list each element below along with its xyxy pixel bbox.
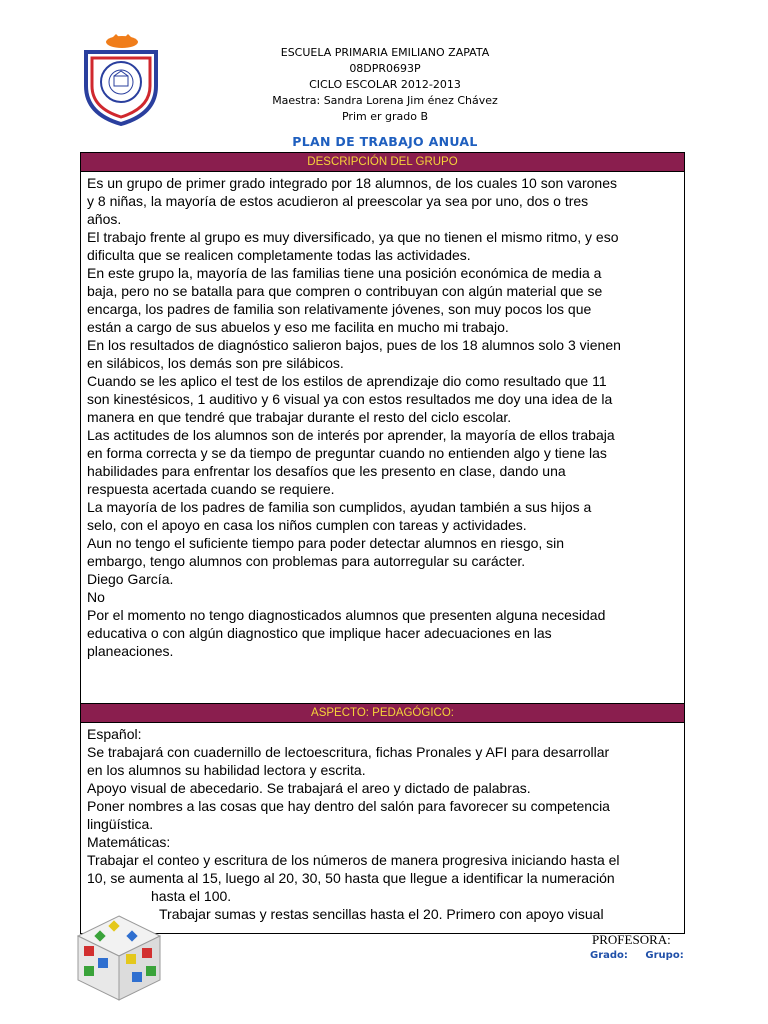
ped-line: lingüística. <box>87 816 154 832</box>
desc-line: El trabajo frente al grupo es muy diversificado, ya que no tienen el mismo ritmo, y eso <box>87 229 619 245</box>
ped-line: Matemáticas: <box>87 834 171 850</box>
desc-line: respuesta acertada cuando se requiere. <box>87 481 335 497</box>
desc-line: encarga, los padres de familia son relativamente jóvenes, son muy pocos los que <box>87 301 592 317</box>
desc-line: educativa o con algún diagnostico que implique hacer adecuaciones en las <box>87 625 552 641</box>
desc-line: baja, pero no se batalla para que compren o contribuyan con algún material que se <box>87 283 603 299</box>
ped-line: en los alumnos su habilidad lectora y escrita. <box>87 762 366 778</box>
desc-line: En este grupo la, mayoría de las familias tiene una posición económica de media a <box>87 265 602 281</box>
desc-line: Diego García. <box>87 571 174 587</box>
school-shield-logo-icon <box>80 34 162 126</box>
grado-grupo-labels <box>590 950 698 961</box>
desc-line: embargo, tengo alumnos con problemas para autorregular su carácter. <box>87 553 526 569</box>
ped-line: hasta el 100. <box>151 888 232 904</box>
desc-line: Es un grupo de primer grado integrado por 18 alumnos, de los cuales 10 son varones <box>87 175 617 191</box>
activity-cube-icon <box>72 910 167 1005</box>
grupo-label: Grupo: <box>645 950 684 961</box>
desc-line: Aun no tengo el suficiente tiempo para poder detectar alumnos en riesgo, sin <box>87 535 565 551</box>
profesora-label: PROFESORA: <box>592 932 671 947</box>
plan-table <box>80 152 685 934</box>
section-header-pedagogico: ASPECTO: PEDAGÓGICO: <box>81 704 684 723</box>
section-body-descripcion <box>81 172 684 704</box>
desc-line: años. <box>87 211 122 227</box>
desc-line: están a cargo de sus abuelos y eso me facilita en mucho mi trabajo. <box>87 319 509 335</box>
ped-line: Apoyo visual de abecedario. Se trabajará el areo y dictado de palabras. <box>87 780 531 796</box>
plan-title: PLAN DE TRABAJO ANUAL <box>292 134 478 149</box>
ped-line: Español: <box>87 726 142 742</box>
ped-line: 10, se aumenta al 15, luego al 20, 30, 50 hasta que llegue a identificar la numeración <box>87 870 615 886</box>
desc-line: en forma correcta y se da tiempo de preguntar cuando no entienden algo y tiene las <box>87 445 607 461</box>
ped-line: Poner nombres a las cosas que hay dentro del salón para favorecer su competencia <box>87 798 610 814</box>
desc-line: y 8 niñas, la mayoría de estos acudieron al preescolar ya sea por uno, dos o tres <box>87 193 589 209</box>
school-name: ESCUELA PRIMARIA EMILIANO ZAPATA <box>280 46 490 59</box>
desc-line: planeaciones. <box>87 643 174 659</box>
school-header <box>190 45 580 125</box>
desc-line: manera en que tendré que trabajar durante el resto del ciclo escolar. <box>87 409 512 425</box>
desc-line: La mayoría de los padres de familia son cumplidos, ayudan también a sus hijos a <box>87 499 592 515</box>
desc-line: en silábicos, los demás son pre silábicos. <box>87 355 344 371</box>
desc-line: dificulta que se realicen completamente todas las actividades. <box>87 247 471 263</box>
school-cycle: CICLO ESCOLAR 2012-2013 <box>309 78 461 91</box>
section-body-pedagogico <box>81 723 684 933</box>
ped-line: Trabajar el conteo y escritura de los números de manera progresiva iniciando hasta el <box>87 852 620 868</box>
section-header-descripcion: DESCRIPCIÓN DEL GRUPO <box>81 153 684 172</box>
ped-line: Trabajar sumas y restas sencillas hasta el 20. Primero con apoyo visual <box>159 906 604 922</box>
desc-line: Cuando se les aplico el test de los estilos de aprendizaje dio como resultado que 11 <box>87 373 607 389</box>
desc-line: Por el momento no tengo diagnosticados alumnos que presenten alguna necesidad <box>87 607 606 623</box>
desc-line: son kinestésicos, 1 auditivo y 6 visual ya con estos resultados me doy una idea de la <box>87 391 613 407</box>
desc-line: En los resultados de diagnóstico salieron bajos, pues de los 18 alumnos solo 3 vienen <box>87 337 621 353</box>
desc-line: No <box>87 589 105 605</box>
school-code: 08DPR0693P <box>349 62 421 75</box>
grade-label: Prim er grado B <box>341 110 429 123</box>
desc-line: selo, con el apoyo en casa los niños cumplen con tareas y actividades. <box>87 517 527 533</box>
desc-line: Las actitudes de los alumnos son de interés por aprender, la mayoría de ellos trabaja <box>87 427 615 443</box>
grado-label: Grado: <box>590 950 628 961</box>
teacher-name: Maestra: Sandra Lorena Jim énez Chávez <box>272 94 498 107</box>
desc-line: habilidades para enfrentar los desafíos que les presento en clase, dando una <box>87 463 566 479</box>
ped-line: Se trabajará con cuadernillo de lectoescritura, fichas Pronales y AFI para desarrollar <box>87 744 610 760</box>
